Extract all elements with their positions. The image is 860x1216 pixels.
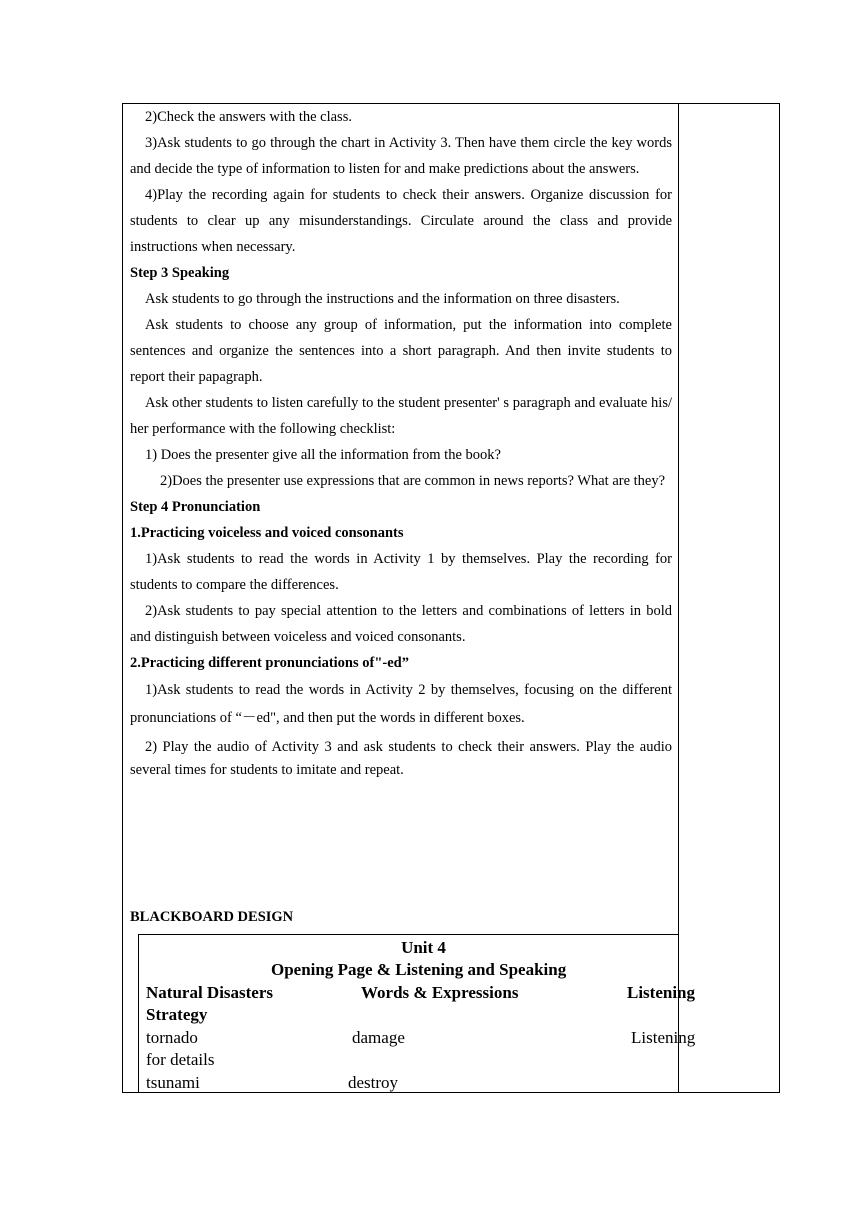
blackboard-design-heading: BLACKBOARD DESIGN xyxy=(130,909,294,925)
paragraph-read-activity1: 1)Ask students to read the words in Activity 1 by themselves. Play the recording for students to compare the differences. xyxy=(130,551,672,593)
lesson-content xyxy=(130,104,672,782)
paragraph-special-attention: 2)Ask students to pay special attention to the letters and combinations of letters in bold and distinguish between voiceless and voiced consonants. xyxy=(130,603,672,645)
pronunciation-subheading-1: 1.Practicing voiceless and voiced consonants xyxy=(130,525,404,541)
blackboard-design-box xyxy=(138,934,696,1093)
strategy-for-details: for details xyxy=(146,1050,215,1069)
paragraph-read-activity2: 1)Ask students to read the words in Activity 2 by themselves, focusing on the different pronunciations of “－ed", and then put the words in different boxes. xyxy=(130,682,672,726)
blackboard-title: Unit 4 xyxy=(401,938,446,957)
strategy-listening: Listening xyxy=(631,1028,696,1047)
column-header-words-expressions: Words & Expressions xyxy=(361,983,519,1002)
paragraph-play-audio: 2) Play the audio of Activity 3 and ask students to check their answers. Play the audio several times for students to imitate and repeat. xyxy=(130,739,672,778)
checklist-item-2: 2)Does the presenter use expressions that are common in news reports? What are they? xyxy=(160,473,666,489)
column-header-listening: Listening xyxy=(627,983,696,1002)
word-destroy: destroy xyxy=(348,1073,399,1092)
paragraph-check-answers: 2)Check the answers with the class. xyxy=(145,109,352,125)
checklist-item-1: 1) Does the presenter give all the information from the book? xyxy=(145,447,501,463)
column-header-natural-disasters: Natural Disasters xyxy=(146,983,274,1002)
paragraph-choose-group: Ask students to choose any group of information, put the information into complete sentences and organize the sentences into a short paragraph. And then invite students to report their papagraph. xyxy=(130,317,672,385)
column-header-strategy: Strategy xyxy=(146,1005,208,1024)
paragraph-evaluate: Ask other students to listen carefully to the student presenter' s paragraph and evaluate his/ her performance with the following checklist: xyxy=(130,395,672,437)
pronunciation-subheading-2: 2.Practicing different pronunciations of"-ed” xyxy=(130,655,409,671)
paragraph-instructions: Ask students to go through the instructions and the information on three disasters. xyxy=(145,291,620,307)
paragraph-go-through-chart: 3)Ask students to go through the chart in Activity 3. Then have them circle the key words and decide the type of information to listen for and make predictions about the answers. xyxy=(130,135,672,177)
step3-heading: Step 3 Speaking xyxy=(130,265,230,281)
word-damage: damage xyxy=(352,1028,405,1047)
disaster-tornado: tornado xyxy=(146,1028,198,1047)
step4-heading: Step 4 Pronunciation xyxy=(130,499,261,515)
blackboard-subtitle: Opening Page & Listening and Speaking xyxy=(271,960,567,979)
disaster-tsunami: tsunami xyxy=(146,1073,200,1092)
paragraph-play-recording: 4)Play the recording again for students to check their answers. Organize discussion for students to clear up any misunderstandings. Circulate around the class and provide instructions when necessary. xyxy=(130,187,672,255)
